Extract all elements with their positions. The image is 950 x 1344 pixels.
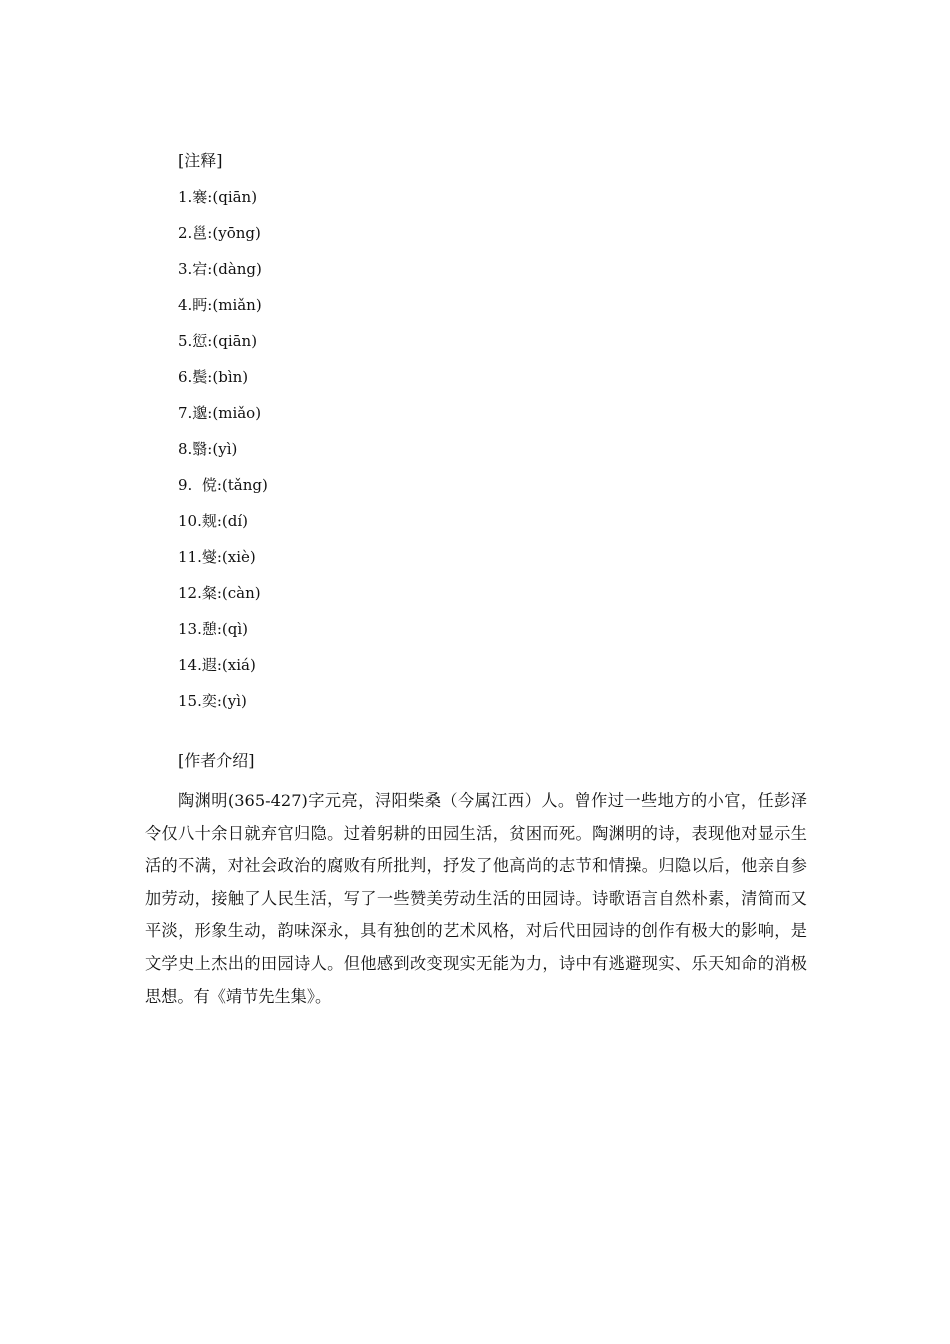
notes-list <box>178 187 268 727</box>
author-bio-paragraph: 陶渊明(365-427)字元亮，浔阳柴桑（今属江西）人。曾作过一些地方的小官，任彭泽令仅八十余日就弃官归隐。过着躬耕的田园生活，贫困而死。陶渊明的诗，表现他对显示生活的不满，对社会政治的腐败有所批判，抒发了他高尚的志节和情操。归隐以后，他亲自参加劳动，接触了人民生活，写了一些赞美劳动生活的田园诗。诗歌语言自然朴素，清简而又平淡，形象生动，韵味深永，具有独创的艺术风格，对后代田园诗的创作有极大的影响，是文学史上杰出的田园诗人。但他感到改变现实无能为力，诗中有逃避现实、乐天知命的消极思想。有《靖节先生集》。 <box>145 791 807 1006</box>
note-item: 10.觌:(dí) <box>178 512 249 530</box>
author-heading: [作者介绍] <box>178 751 255 770</box>
note-item: 14.遐:(xiá) <box>178 656 256 674</box>
note-item: 3.宕:(dàng) <box>178 260 262 278</box>
note-item: 4.眄:(miǎn) <box>178 296 262 314</box>
note-item: 15.奕:(yì) <box>178 692 247 710</box>
note-item: 9. 傥:(tǎng) <box>178 476 268 494</box>
note-item: 2.邕:(yōng) <box>178 224 261 242</box>
note-item: 13.憩:(qì) <box>178 620 249 638</box>
note-item: 11.燮:(xiè) <box>178 548 256 566</box>
note-item: 6.鬓:(bìn) <box>178 368 249 386</box>
note-item: 5.愆:(qiān) <box>178 332 258 350</box>
note-item: 1.褰:(qiān) <box>178 188 258 206</box>
note-item: 8.翳:(yì) <box>178 440 238 458</box>
notes-heading: [注释] <box>178 151 223 170</box>
note-item: 7.邈:(miǎo) <box>178 404 262 422</box>
note-item: 12.粲:(càn) <box>178 584 261 602</box>
